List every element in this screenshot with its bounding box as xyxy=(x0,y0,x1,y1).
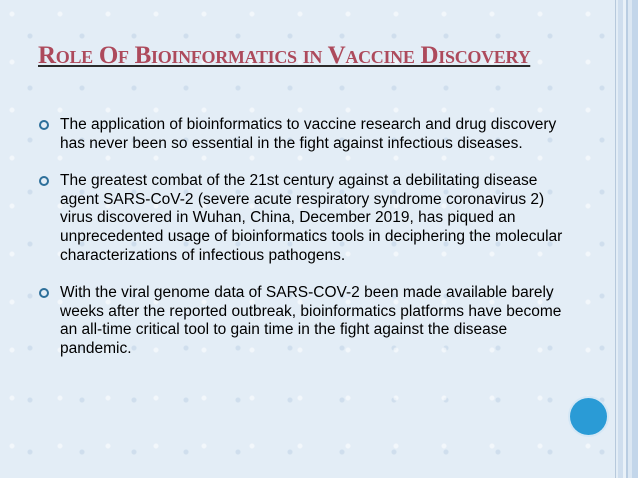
bullet-item xyxy=(36,172,576,265)
bullet-item xyxy=(36,116,576,153)
hollow-circle-icon xyxy=(39,288,49,298)
bullet-text: The greatest combat of the 21st century against a debilitating disease agent SARS-CoV-2 (severe acute respiratory syndrome coronavirus 2) virus discovered in Wuhan, China, December 2019, has piqued an unprecedented usage of bioinformatics tools in deciphering the molecular characterizations of infectious pathogens. xyxy=(60,172,563,264)
slide-border-line xyxy=(615,0,616,478)
slide-title: Role Of Bioinformatics in Vaccine Discovery xyxy=(38,42,531,69)
decorative-circle xyxy=(570,398,607,435)
bullet-item xyxy=(36,284,576,358)
hollow-circle-icon xyxy=(39,120,49,130)
hollow-circle-icon xyxy=(39,176,49,186)
bullet-text: With the viral genome data of SARS-COV-2 been made available barely weeks after the reported outbreak, bioinformatics platforms have become an all-time critical tool to gain time in the fight against the disease pandemic. xyxy=(60,284,562,357)
bullet-text: The application of bioinformatics to vaccine research and drug discovery has never been so essential in the fight against infectious diseases. xyxy=(60,116,557,152)
bullet-list xyxy=(36,116,576,378)
slide-decorative-band xyxy=(618,0,638,478)
